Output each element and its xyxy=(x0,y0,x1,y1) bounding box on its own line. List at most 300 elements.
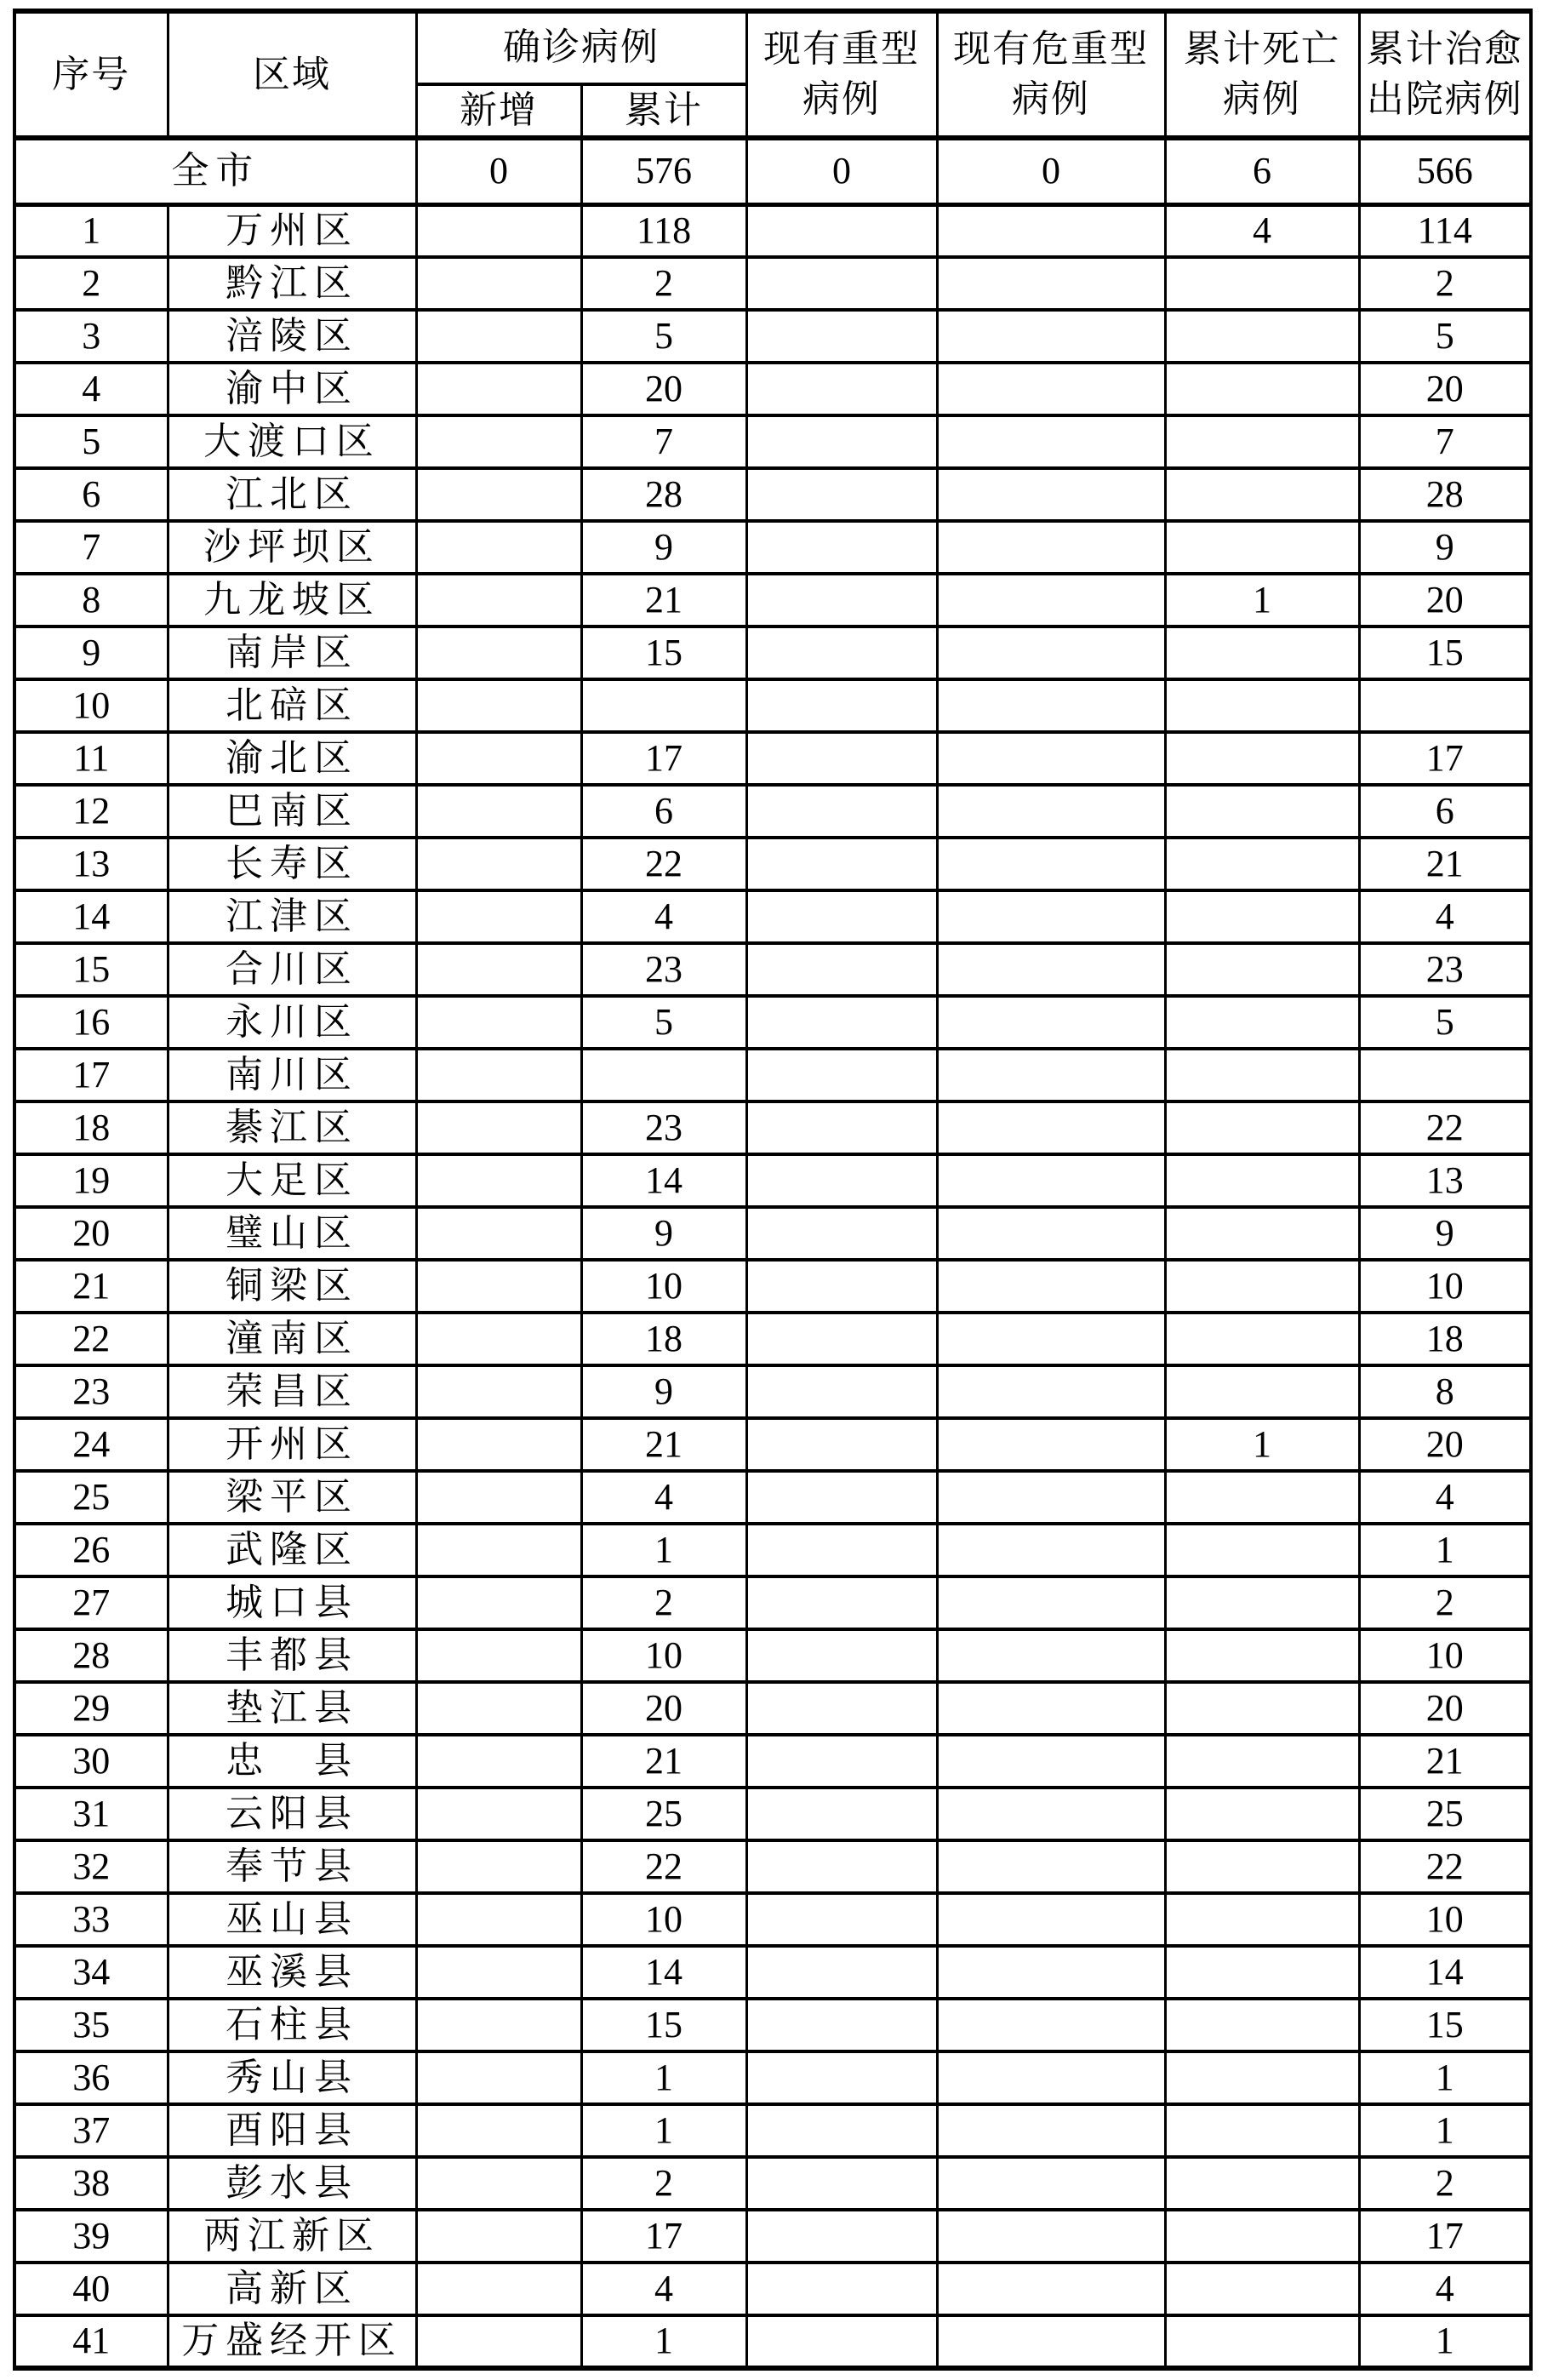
header-serial: 序号 xyxy=(14,11,168,138)
cell-deaths xyxy=(1165,1629,1359,1682)
cell-critical-cases xyxy=(937,626,1165,679)
cell-cured: 13 xyxy=(1359,1154,1531,1207)
cell-new-cases xyxy=(416,1418,581,1471)
cell-cured: 114 xyxy=(1359,204,1531,257)
cell-severe-cases xyxy=(746,1260,937,1313)
cell-serial: 5 xyxy=(14,415,168,468)
summary-cumulative-cases: 576 xyxy=(581,138,746,204)
cell-deaths xyxy=(1165,415,1359,468)
cell-critical-cases xyxy=(937,310,1165,363)
table-row xyxy=(14,1365,1531,1418)
cell-cumulative-cases: 21 xyxy=(581,574,746,626)
cell-deaths xyxy=(1165,2051,1359,2104)
cell-deaths xyxy=(1165,1154,1359,1207)
cell-severe-cases xyxy=(746,1418,937,1471)
cell-cumulative-cases: 15 xyxy=(581,626,746,679)
cell-region: 长寿区 xyxy=(168,838,416,890)
cell-severe-cases xyxy=(746,363,937,415)
cell-cumulative-cases: 5 xyxy=(581,996,746,1049)
table-row xyxy=(14,1049,1531,1101)
cell-new-cases xyxy=(416,1682,581,1735)
cell-serial: 31 xyxy=(14,1788,168,1840)
table-row xyxy=(14,1418,1531,1471)
cell-cured: 4 xyxy=(1359,2263,1531,2315)
cell-serial: 22 xyxy=(14,1313,168,1365)
cell-deaths: 4 xyxy=(1165,204,1359,257)
cell-new-cases xyxy=(416,2315,581,2368)
cell-cumulative-cases: 9 xyxy=(581,1207,746,1260)
cell-cured: 18 xyxy=(1359,1313,1531,1365)
cell-severe-cases xyxy=(746,838,937,890)
cell-cumulative-cases: 14 xyxy=(581,1946,746,1999)
cell-serial: 10 xyxy=(14,679,168,732)
cell-region: 渝北区 xyxy=(168,732,416,785)
cell-region: 大足区 xyxy=(168,1154,416,1207)
cell-cumulative-cases: 17 xyxy=(581,2210,746,2263)
cell-cumulative-cases: 14 xyxy=(581,1154,746,1207)
cell-cumulative-cases: 28 xyxy=(581,468,746,521)
summary-cured: 566 xyxy=(1359,138,1531,204)
cell-region: 江津区 xyxy=(168,890,416,943)
cell-serial: 28 xyxy=(14,1629,168,1682)
table-row xyxy=(14,2210,1531,2263)
cell-cured: 4 xyxy=(1359,1471,1531,1524)
cell-cured: 28 xyxy=(1359,468,1531,521)
cell-deaths xyxy=(1165,2315,1359,2368)
table-row xyxy=(14,732,1531,785)
cell-cumulative-cases: 6 xyxy=(581,785,746,838)
cell-deaths xyxy=(1165,785,1359,838)
cell-cured: 8 xyxy=(1359,1365,1531,1418)
cell-critical-cases xyxy=(937,890,1165,943)
cell-deaths xyxy=(1165,1735,1359,1788)
cell-region: 石柱县 xyxy=(168,1999,416,2051)
header-new-cases: 新增 xyxy=(416,84,581,138)
cell-region: 秀山县 xyxy=(168,2051,416,2104)
cell-cured: 1 xyxy=(1359,2315,1531,2368)
cell-region: 巫溪县 xyxy=(168,1946,416,1999)
cell-deaths xyxy=(1165,2210,1359,2263)
cell-deaths xyxy=(1165,257,1359,310)
cell-new-cases xyxy=(416,943,581,996)
cell-critical-cases xyxy=(937,1365,1165,1418)
table-row xyxy=(14,1629,1531,1682)
cell-deaths xyxy=(1165,996,1359,1049)
cell-cured: 21 xyxy=(1359,838,1531,890)
cell-severe-cases xyxy=(746,1154,937,1207)
cell-cured: 14 xyxy=(1359,1946,1531,1999)
cell-critical-cases xyxy=(937,2051,1165,2104)
cell-new-cases xyxy=(416,1735,581,1788)
cell-critical-cases xyxy=(937,2315,1165,2368)
cell-critical-cases xyxy=(937,996,1165,1049)
cell-serial: 4 xyxy=(14,363,168,415)
cell-cured xyxy=(1359,1049,1531,1101)
table-row xyxy=(14,1840,1531,1893)
cell-region: 渝中区 xyxy=(168,363,416,415)
cell-critical-cases xyxy=(937,257,1165,310)
cell-cumulative-cases: 4 xyxy=(581,1471,746,1524)
cell-cured: 6 xyxy=(1359,785,1531,838)
cell-region: 永川区 xyxy=(168,996,416,1049)
cell-cumulative-cases: 4 xyxy=(581,890,746,943)
cell-cumulative-cases: 4 xyxy=(581,2263,746,2315)
cell-severe-cases xyxy=(746,468,937,521)
cell-cumulative-cases: 23 xyxy=(581,1101,746,1154)
header-row-1 xyxy=(14,11,1531,84)
cell-new-cases xyxy=(416,363,581,415)
cell-critical-cases xyxy=(937,468,1165,521)
cell-serial: 6 xyxy=(14,468,168,521)
cell-cumulative-cases: 9 xyxy=(581,1365,746,1418)
cell-severe-cases xyxy=(746,1313,937,1365)
cell-new-cases xyxy=(416,521,581,574)
cell-deaths xyxy=(1165,943,1359,996)
cell-cumulative-cases: 1 xyxy=(581,2104,746,2157)
table-row xyxy=(14,1313,1531,1365)
cell-cured: 9 xyxy=(1359,521,1531,574)
cell-cumulative-cases: 17 xyxy=(581,732,746,785)
cell-new-cases xyxy=(416,204,581,257)
cell-critical-cases xyxy=(937,838,1165,890)
cell-region: 开州区 xyxy=(168,1418,416,1471)
cell-critical-cases xyxy=(937,1840,1165,1893)
cell-critical-cases xyxy=(937,1207,1165,1260)
cell-region: 潼南区 xyxy=(168,1313,416,1365)
cell-serial: 8 xyxy=(14,574,168,626)
cell-cumulative-cases: 21 xyxy=(581,1418,746,1471)
header-critical-cases: 现有危重型病例 xyxy=(937,11,1165,138)
cell-new-cases xyxy=(416,1788,581,1840)
table-row xyxy=(14,1101,1531,1154)
cell-cumulative-cases: 2 xyxy=(581,257,746,310)
cell-new-cases xyxy=(416,1154,581,1207)
cell-deaths xyxy=(1165,1207,1359,1260)
cell-region: 荣昌区 xyxy=(168,1365,416,1418)
header-severe-cases: 现有重型病例 xyxy=(746,11,937,138)
cell-region: 大渡口区 xyxy=(168,415,416,468)
table-row xyxy=(14,1788,1531,1840)
cell-deaths xyxy=(1165,1893,1359,1946)
cell-serial: 36 xyxy=(14,2051,168,2104)
cell-new-cases xyxy=(416,785,581,838)
table-header xyxy=(14,11,1531,138)
cell-critical-cases xyxy=(937,1999,1165,2051)
cell-critical-cases xyxy=(937,1313,1165,1365)
cell-new-cases xyxy=(416,257,581,310)
cell-region: 巫山县 xyxy=(168,1893,416,1946)
table-row xyxy=(14,1735,1531,1788)
cell-serial: 12 xyxy=(14,785,168,838)
cell-serial: 39 xyxy=(14,2210,168,2263)
summary-deaths: 6 xyxy=(1165,138,1359,204)
cell-critical-cases xyxy=(937,2210,1165,2263)
cell-cured: 17 xyxy=(1359,2210,1531,2263)
table-row xyxy=(14,415,1531,468)
cell-critical-cases xyxy=(937,2263,1165,2315)
cell-cured: 9 xyxy=(1359,1207,1531,1260)
cell-new-cases xyxy=(416,468,581,521)
cell-severe-cases xyxy=(746,310,937,363)
cell-serial: 9 xyxy=(14,626,168,679)
cell-deaths xyxy=(1165,310,1359,363)
cell-serial: 27 xyxy=(14,1576,168,1629)
cell-severe-cases xyxy=(746,1576,937,1629)
table-row xyxy=(14,2315,1531,2368)
cell-severe-cases xyxy=(746,2157,937,2210)
table-row xyxy=(14,1946,1531,1999)
cell-new-cases xyxy=(416,1313,581,1365)
cell-cured: 2 xyxy=(1359,257,1531,310)
cell-region: 彭水县 xyxy=(168,2157,416,2210)
cell-cured: 7 xyxy=(1359,415,1531,468)
table-row xyxy=(14,943,1531,996)
cell-severe-cases xyxy=(746,1207,937,1260)
cell-cured: 23 xyxy=(1359,943,1531,996)
cell-serial: 37 xyxy=(14,2104,168,2157)
cell-region: 奉节县 xyxy=(168,1840,416,1893)
cell-cumulative-cases: 1 xyxy=(581,1524,746,1576)
cell-cumulative-cases: 2 xyxy=(581,1576,746,1629)
table-row xyxy=(14,1154,1531,1207)
table-row xyxy=(14,468,1531,521)
cell-deaths xyxy=(1165,468,1359,521)
cell-cured: 10 xyxy=(1359,1893,1531,1946)
cell-new-cases xyxy=(416,732,581,785)
cell-serial: 33 xyxy=(14,1893,168,1946)
cell-serial: 20 xyxy=(14,1207,168,1260)
cell-serial: 26 xyxy=(14,1524,168,1576)
table-row xyxy=(14,2263,1531,2315)
cell-severe-cases xyxy=(746,785,937,838)
cell-cumulative-cases: 21 xyxy=(581,1735,746,1788)
cell-new-cases xyxy=(416,310,581,363)
cell-severe-cases xyxy=(746,1735,937,1788)
table-body xyxy=(14,138,1531,2368)
cell-cumulative-cases: 2 xyxy=(581,2157,746,2210)
cell-cumulative-cases: 22 xyxy=(581,838,746,890)
cell-new-cases xyxy=(416,415,581,468)
cell-cumulative-cases: 118 xyxy=(581,204,746,257)
cell-new-cases xyxy=(416,1840,581,1893)
cell-cured: 1 xyxy=(1359,2051,1531,2104)
cell-deaths xyxy=(1165,1524,1359,1576)
cell-critical-cases xyxy=(937,521,1165,574)
cell-deaths xyxy=(1165,626,1359,679)
header-cumulative-cases: 累计 xyxy=(581,84,746,138)
cell-region: 忠 县 xyxy=(168,1735,416,1788)
cell-serial: 19 xyxy=(14,1154,168,1207)
cell-serial: 24 xyxy=(14,1418,168,1471)
cell-serial: 35 xyxy=(14,1999,168,2051)
cell-cumulative-cases: 1 xyxy=(581,2051,746,2104)
table-row xyxy=(14,310,1531,363)
cell-critical-cases xyxy=(937,1418,1165,1471)
cell-severe-cases xyxy=(746,415,937,468)
cell-critical-cases xyxy=(937,2157,1165,2210)
cell-serial: 7 xyxy=(14,521,168,574)
cell-new-cases xyxy=(416,626,581,679)
cell-deaths xyxy=(1165,2104,1359,2157)
cell-deaths xyxy=(1165,1576,1359,1629)
cell-serial: 13 xyxy=(14,838,168,890)
cell-severe-cases xyxy=(746,257,937,310)
header-cumulative-deaths: 累计死亡病例 xyxy=(1165,11,1359,138)
cell-critical-cases xyxy=(937,679,1165,732)
cell-severe-cases xyxy=(746,1471,937,1524)
cell-new-cases xyxy=(416,2051,581,2104)
cell-cured: 17 xyxy=(1359,732,1531,785)
table-row xyxy=(14,521,1531,574)
cell-new-cases xyxy=(416,996,581,1049)
header-region: 区域 xyxy=(168,11,416,138)
cell-new-cases xyxy=(416,2263,581,2315)
cell-region: 江北区 xyxy=(168,468,416,521)
cell-deaths: 1 xyxy=(1165,1418,1359,1471)
table-row xyxy=(14,257,1531,310)
table-row xyxy=(14,996,1531,1049)
cell-region: 梁平区 xyxy=(168,1471,416,1524)
cell-cured: 2 xyxy=(1359,2157,1531,2210)
cell-cumulative-cases: 20 xyxy=(581,1682,746,1735)
cell-new-cases xyxy=(416,1049,581,1101)
cell-critical-cases xyxy=(937,1576,1165,1629)
cell-region: 武隆区 xyxy=(168,1524,416,1576)
cell-region: 綦江区 xyxy=(168,1101,416,1154)
cell-deaths xyxy=(1165,2157,1359,2210)
table-row xyxy=(14,574,1531,626)
cell-critical-cases xyxy=(937,732,1165,785)
cell-cumulative-cases: 1 xyxy=(581,2315,746,2368)
cell-critical-cases xyxy=(937,1629,1165,1682)
cell-severe-cases xyxy=(746,2210,937,2263)
cell-deaths xyxy=(1165,1260,1359,1313)
cell-cumulative-cases: 10 xyxy=(581,1629,746,1682)
cell-serial: 16 xyxy=(14,996,168,1049)
cell-serial: 40 xyxy=(14,2263,168,2315)
cell-serial: 34 xyxy=(14,1946,168,1999)
cell-serial: 17 xyxy=(14,1049,168,1101)
cell-region: 合川区 xyxy=(168,943,416,996)
cell-deaths xyxy=(1165,2263,1359,2315)
cell-serial: 1 xyxy=(14,204,168,257)
cell-cumulative-cases: 9 xyxy=(581,521,746,574)
summary-region-label: 全市 xyxy=(14,138,416,204)
cell-severe-cases xyxy=(746,1101,937,1154)
cell-new-cases xyxy=(416,1260,581,1313)
cell-cured: 21 xyxy=(1359,1735,1531,1788)
cell-critical-cases xyxy=(937,574,1165,626)
cell-serial: 3 xyxy=(14,310,168,363)
cell-critical-cases xyxy=(937,1049,1165,1101)
cell-severe-cases xyxy=(746,521,937,574)
cell-deaths xyxy=(1165,1840,1359,1893)
cell-critical-cases xyxy=(937,785,1165,838)
table-row xyxy=(14,626,1531,679)
table-row xyxy=(14,1576,1531,1629)
cell-new-cases xyxy=(416,1101,581,1154)
cell-region: 两江新区 xyxy=(168,2210,416,2263)
cell-region: 高新区 xyxy=(168,2263,416,2315)
cell-critical-cases xyxy=(937,1946,1165,1999)
cell-cumulative-cases: 20 xyxy=(581,363,746,415)
cell-cumulative-cases xyxy=(581,679,746,732)
table-row xyxy=(14,1999,1531,2051)
cell-region: 涪陵区 xyxy=(168,310,416,363)
cell-cured: 15 xyxy=(1359,626,1531,679)
cell-critical-cases xyxy=(937,204,1165,257)
cell-serial: 25 xyxy=(14,1471,168,1524)
cell-new-cases xyxy=(416,838,581,890)
cell-severe-cases xyxy=(746,2051,937,2104)
citywide-summary-row xyxy=(14,138,1531,204)
cell-deaths xyxy=(1165,521,1359,574)
cell-critical-cases xyxy=(937,363,1165,415)
cell-region: 九龙坡区 xyxy=(168,574,416,626)
cell-serial: 21 xyxy=(14,1260,168,1313)
cell-severe-cases xyxy=(746,1365,937,1418)
cell-deaths xyxy=(1165,1049,1359,1101)
cell-new-cases xyxy=(416,1576,581,1629)
cell-region: 北碚区 xyxy=(168,679,416,732)
cell-region: 南岸区 xyxy=(168,626,416,679)
table-row xyxy=(14,1471,1531,1524)
cell-region: 丰都县 xyxy=(168,1629,416,1682)
cell-cumulative-cases: 18 xyxy=(581,1313,746,1365)
cell-cumulative-cases: 23 xyxy=(581,943,746,996)
cell-severe-cases xyxy=(746,679,937,732)
cell-cured: 1 xyxy=(1359,1524,1531,1576)
cell-deaths xyxy=(1165,1101,1359,1154)
cell-severe-cases xyxy=(746,1840,937,1893)
cell-deaths xyxy=(1165,1471,1359,1524)
cell-serial: 30 xyxy=(14,1735,168,1788)
summary-severe-cases: 0 xyxy=(746,138,937,204)
cell-severe-cases xyxy=(746,626,937,679)
cell-cumulative-cases: 22 xyxy=(581,1840,746,1893)
cell-serial: 32 xyxy=(14,1840,168,1893)
cell-serial: 41 xyxy=(14,2315,168,2368)
table-row xyxy=(14,1682,1531,1735)
cell-cumulative-cases: 7 xyxy=(581,415,746,468)
table-row xyxy=(14,1207,1531,1260)
cell-deaths xyxy=(1165,1365,1359,1418)
cell-region: 云阳县 xyxy=(168,1788,416,1840)
cell-region: 万州区 xyxy=(168,204,416,257)
cell-severe-cases xyxy=(746,1524,937,1576)
cell-severe-cases xyxy=(746,1946,937,1999)
cell-critical-cases xyxy=(937,415,1165,468)
table-row xyxy=(14,679,1531,732)
cell-new-cases xyxy=(416,1207,581,1260)
header-confirmed-group: 确诊病例 xyxy=(416,11,746,84)
cell-critical-cases xyxy=(937,1260,1165,1313)
cell-region: 巴南区 xyxy=(168,785,416,838)
table-row xyxy=(14,838,1531,890)
cell-cured: 1 xyxy=(1359,2104,1531,2157)
cell-cured: 5 xyxy=(1359,996,1531,1049)
cell-critical-cases xyxy=(937,1735,1165,1788)
cell-critical-cases xyxy=(937,1524,1165,1576)
cell-deaths xyxy=(1165,732,1359,785)
cell-severe-cases xyxy=(746,732,937,785)
cell-new-cases xyxy=(416,890,581,943)
cell-severe-cases xyxy=(746,890,937,943)
cell-critical-cases xyxy=(937,1471,1165,1524)
cell-deaths xyxy=(1165,1999,1359,2051)
table-row xyxy=(14,204,1531,257)
cell-serial: 14 xyxy=(14,890,168,943)
